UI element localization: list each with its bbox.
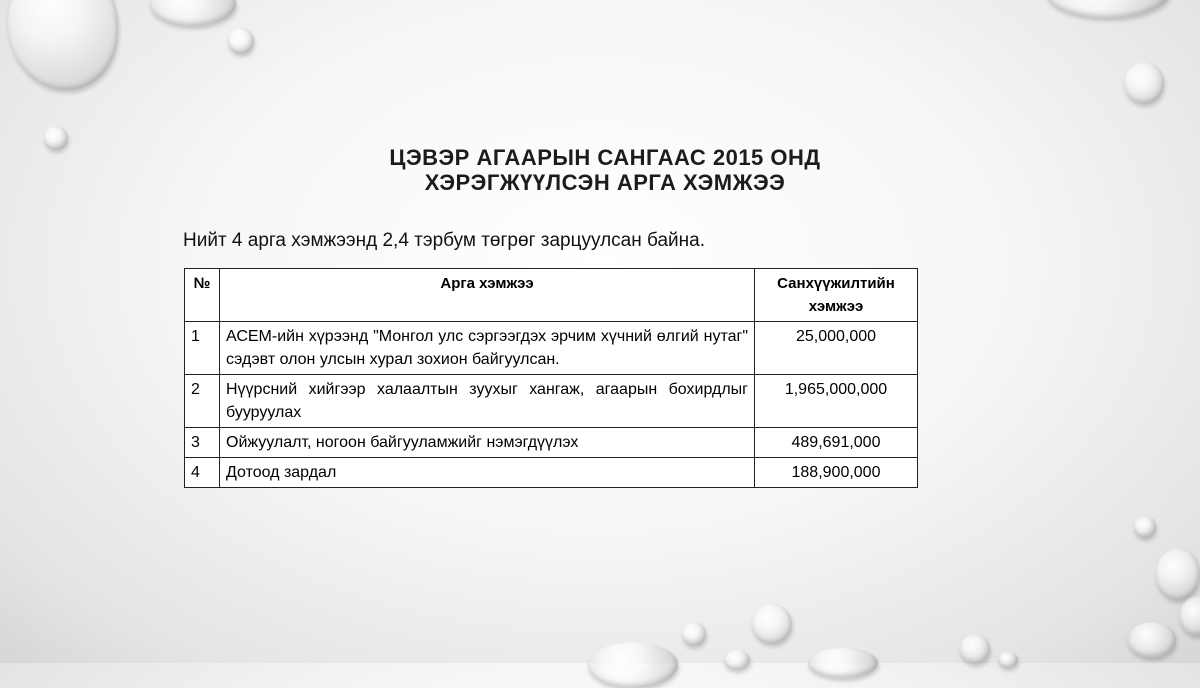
water-drop-decoration — [588, 642, 678, 688]
slide-title — [300, 145, 910, 195]
table-row — [185, 458, 918, 488]
table-row — [185, 322, 918, 375]
header-amount-line2: хэмжээ — [808, 298, 864, 315]
water-drop-decoration — [1156, 548, 1200, 600]
row-action: АСЕМ-ийн хүрээнд "Монгол улс сэргээгдэх эрчим хүчний өлгий нутаг" сэдэвт олон улсын хурал зохион байгуулсан. — [220, 322, 755, 375]
row-action: Дотоод зардал — [220, 458, 755, 488]
row-number: 1 — [185, 322, 220, 375]
row-number: 3 — [185, 428, 220, 458]
water-drop-decoration — [808, 648, 878, 678]
water-drop-decoration — [1124, 62, 1164, 104]
water-drop-decoration — [8, 0, 118, 90]
water-drop-decoration — [1046, 0, 1170, 18]
water-drop-decoration — [682, 622, 706, 646]
table-row — [185, 375, 918, 428]
water-drop-decoration — [1180, 596, 1200, 636]
water-drop-decoration — [724, 650, 750, 670]
water-drop-decoration — [1134, 516, 1156, 538]
measures-table — [184, 268, 918, 488]
slide-title-line2: ХЭРЭГЖҮҮЛСЭН АРГА ХЭМЖЭЭ — [424, 170, 786, 195]
table-row — [185, 428, 918, 458]
row-amount: 489,691,000 — [755, 428, 918, 458]
row-amount: 25,000,000 — [755, 322, 918, 375]
water-drop-decoration — [228, 28, 254, 54]
header-action: Арга хэмжээ — [220, 269, 755, 322]
row-number: 2 — [185, 375, 220, 428]
water-drop-decoration — [960, 634, 990, 664]
header-number: № — [185, 269, 220, 322]
header-amount-line1: Санхүүжилтийн — [777, 275, 895, 292]
slide-title-line1: ЦЭВЭР АГААРЫН САНГААС 2015 ОНД — [389, 145, 821, 170]
row-action: Ойжуулалт, ногоон байгууламжийг нэмэгдүүлэх — [220, 428, 755, 458]
water-drop-decoration — [752, 604, 792, 644]
row-amount: 188,900,000 — [755, 458, 918, 488]
row-action: Нүүрсний хийгээр халаалтын зуухыг хангаж, агаарын бохирдлыг бууруулах — [220, 375, 755, 428]
water-drop-decoration — [44, 126, 68, 150]
table-header-row — [185, 269, 918, 322]
water-drop-decoration — [998, 652, 1018, 668]
row-amount: 1,965,000,000 — [755, 375, 918, 428]
water-drop-decoration — [1128, 622, 1176, 658]
water-drop-decoration — [150, 0, 236, 26]
summary-text: Нийт 4 арга хэмжээнд 2,4 тэрбум төгрөг зарцуулсан байна. — [183, 230, 705, 251]
row-number: 4 — [185, 458, 220, 488]
header-amount — [755, 269, 918, 322]
